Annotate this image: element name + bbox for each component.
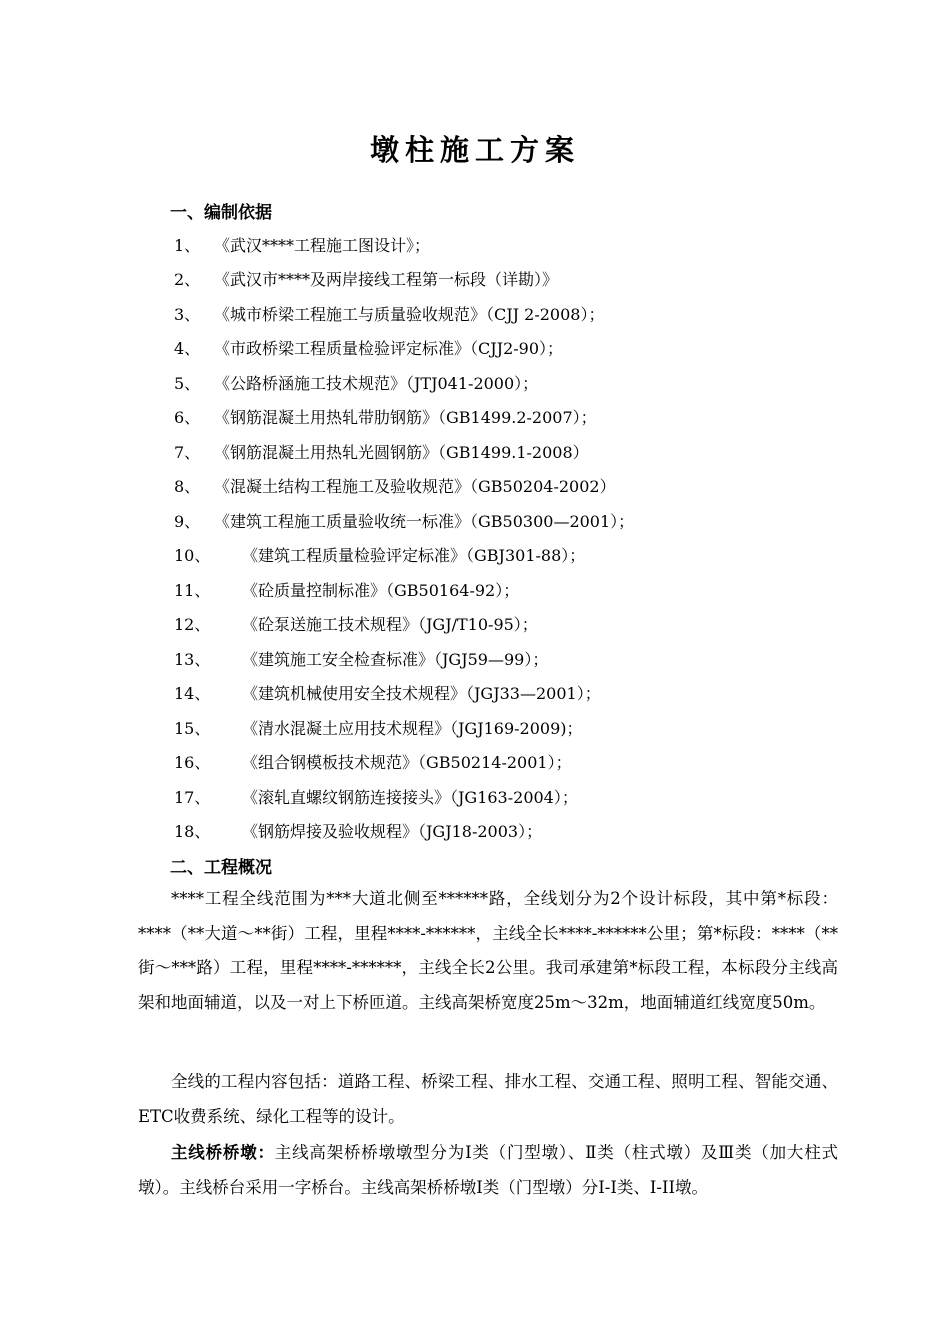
- reference-item: [174, 405, 597, 428]
- reference-number: 5、: [174, 374, 201, 393]
- reference-text: 《砼质量控制标准》（GB50164-92）；: [242, 581, 520, 600]
- reference-text: 《钢筋混凝土用热轧带肋钢筋》（GB1499.2-2007）；: [214, 408, 597, 427]
- reference-number: 3、: [174, 305, 201, 324]
- reference-item: [174, 371, 538, 394]
- reference-number: 14、: [174, 684, 211, 703]
- reference-item: [174, 543, 585, 566]
- reference-text: 《城市桥梁工程施工与质量验收规范》（CJJ 2-2008）；: [214, 305, 605, 324]
- reference-text: 《市政桥梁工程质量检验评定标准》（CJJ2-90）；: [214, 339, 564, 358]
- reference-item: [174, 819, 542, 842]
- reference-number: 12、: [174, 615, 211, 634]
- reference-text: 《建筑机械使用安全技术规程》（JGJ33—2001）；: [242, 684, 601, 703]
- reference-text: 《钢筋焊接及验收规程》（JGJ18-2003）；: [242, 822, 543, 841]
- reference-number: 11、: [174, 581, 211, 600]
- reference-text: 《组合钢模板技术规范》（GB50214-2001）；: [242, 753, 572, 772]
- reference-text: 《武汉市****及两岸接线工程第一标段（详勘）》: [214, 270, 559, 289]
- reference-text: 《钢筋混凝土用热轧光圆钢筋》（GB1499.1-2008）: [214, 443, 589, 462]
- reference-number: 8、: [174, 477, 201, 496]
- reference-text: 《清水混凝土应用技术规程》（JGJ169-2009)；: [242, 719, 583, 738]
- reference-number: 4、: [174, 339, 201, 358]
- reference-item: [174, 578, 519, 601]
- piers-lead-label: 主线桥桥墩：: [171, 1143, 275, 1162]
- reference-text: 《武汉****工程施工图设计》；: [214, 236, 431, 255]
- overview-paragraph-piers: [138, 1136, 838, 1205]
- reference-text: 《混凝土结构工程施工及验收规范》（GB50204-2002）: [214, 477, 616, 496]
- reference-item: [174, 647, 548, 670]
- reference-text: 《砼泵送施工技术规程》（JGJ/T10-95）；: [242, 615, 538, 634]
- reference-item: [174, 267, 558, 290]
- reference-number: 1、: [174, 236, 201, 255]
- reference-text: 《建筑工程施工质量验收统一标准》（GB50300—2001）；: [214, 512, 635, 531]
- reference-number: 16、: [174, 753, 211, 772]
- reference-number: 15、: [174, 719, 211, 738]
- reference-item: [174, 716, 583, 739]
- reference-item: [174, 302, 604, 325]
- page-title: 墩柱施工方案: [369, 133, 580, 167]
- reference-text: 《建筑施工安全检查标准》（JGJ59—99）；: [242, 650, 549, 669]
- reference-text: 《公路桥涵施工技术规范》（JTJ041-2000）；: [214, 374, 539, 393]
- piers-body-text: 主线高架桥桥墩墩型分为Ⅰ类（门型墩）、Ⅱ类（柱式墩）及Ⅲ类（加大柱式墩）。主线桥台采用一字桥台。主线高架桥桥墩Ⅰ类（门型墩）分I-I类、I-II墩。: [138, 1143, 839, 1197]
- reference-item: [174, 474, 616, 497]
- reference-number: 13、: [174, 650, 211, 669]
- section-heading-overview: 二、工程概况: [170, 858, 272, 878]
- reference-number: 6、: [174, 408, 201, 427]
- reference-item: [174, 681, 601, 704]
- reference-item: [174, 750, 572, 773]
- reference-number: 17、: [174, 788, 211, 807]
- section-heading-basis: 一、编制依据: [170, 203, 272, 223]
- overview-paragraph-content: 全线的工程内容包括：道路工程、桥梁工程、排水工程、交通工程、照明工程、智能交通、ETC收费系统、绿化工程等的设计。: [138, 1072, 838, 1126]
- reference-number: 7、: [174, 443, 201, 462]
- reference-text: 《滚轧直螺纹钢筋连接接头》（JG163-2004）；: [242, 788, 578, 807]
- reference-text: 《建筑工程质量检验评定标准》（GBJ301-88）；: [242, 546, 586, 565]
- reference-number: 9、: [174, 512, 201, 531]
- reference-item: [174, 336, 563, 359]
- reference-item: [174, 440, 589, 463]
- reference-item: [174, 509, 634, 532]
- reference-number: 10、: [174, 546, 211, 565]
- overview-paragraph-scope: ****工程全线范围为***大道北侧至******路，全线划分为2个设计标段，其中第*标段：****（**大道～**街）工程，里程****-******，主线全长****-******公里；第*标段：****（**街～***路）工程，里程****-******，主线全长2公里。我司承建第*标段工程，本标段分主线高架和地面辅道，以及一对上下桥匝道。主线高架桥宽度25m～32m，地面辅道红线宽度50m。: [138, 889, 838, 1012]
- reference-number: 2、: [174, 270, 201, 289]
- reference-item: [174, 612, 538, 635]
- reference-item: [174, 233, 430, 256]
- reference-item: [174, 785, 578, 808]
- reference-number: 18、: [174, 822, 211, 841]
